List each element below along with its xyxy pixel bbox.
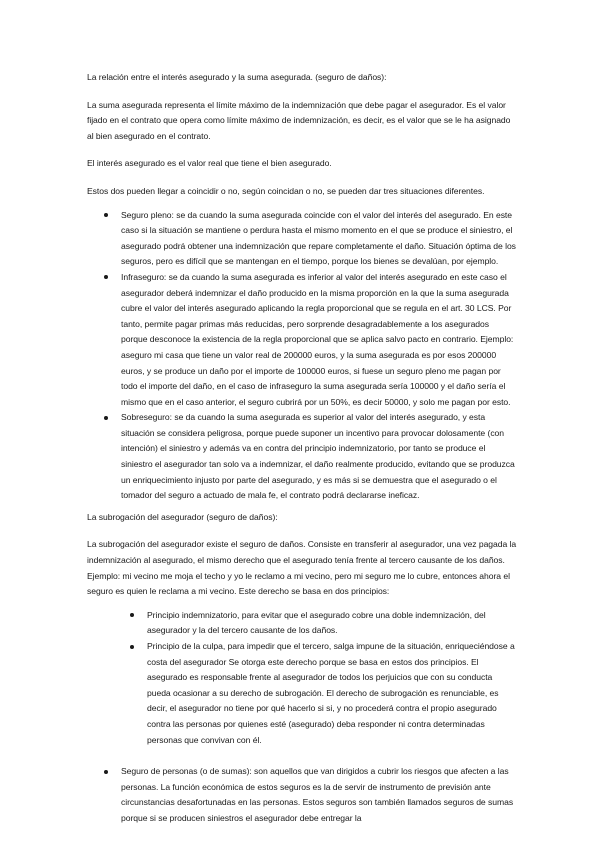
list-item-text: Seguro de personas (o de sumas): son aquellos que van dirigidos a cubrir los riesgos que afecten a las personas. La función económica de estos seguros es la de servir de instrumento de previsión ante circunstancias desafortunadas en las personas. Estos seguros son también llamados seguros de sumas porque si se producen siniestros el asegurador debe entregar la [121,766,514,823]
list-item-seguro-pleno [87,208,517,270]
spacer [87,754,517,764]
list-item-principio-indemnizatorio [113,608,517,639]
paragraph-suma-asegurada: La suma asegurada representa el límite máximo de la indemnización que debe pagar el asegurador. Es el valor fijado en el contrato que opera como límite máximo de indemnización, es decir, es el valor que se le ha asignado al bien asegurado en el contrato. [87,99,511,141]
bullet-icon [104,416,108,420]
list-item-infraseguro [87,270,517,410]
section-title-damages: La relación entre el interés asegurado y la suma asegurada. (seguro de daños): [87,72,387,82]
bullet-icon [104,770,108,774]
list-item-text: Sobreseguro: se da cuando la suma asegurada es superior al valor del interés asegurado, y esta situación se considera peligrosa, porque puede suponer un incentivo para provocar dolosamente (con intención) el siniestro y además va en contra del principio indemnizatorio, por tanto se produce el siniestro el asegurador tan solo va a indemnizar, el daño realmente producido, evitando que se produzca un enriquecimiento injusto por parte del asegurado, y es más si se demuestra que el asegurado o el tomador del seguro a actuado de mala fe, el contrato podrá declararse ineficaz. [121,412,515,501]
list-item-text: Seguro pleno: se da cuando la suma asegurada coincide con el valor del interés del asegurado. En este caso si la situación se mantiene o perdura hasta el mismo momento en el que se produce el siniestro, el asegurado podrá obtener una indemnización que repare completamente el daño. Situación óptima de los seguros, pero es difícil que se mantengan en el tiempo, porque los bienes se devalúan, por ejemplo. [121,209,516,267]
bullet-icon [104,275,108,279]
paragraph-situaciones: Estos dos pueden llegar a coincidir o no, según coincidan o no, se pueden dar tres situaciones diferentes. [87,185,485,196]
document-body [87,70,517,833]
paragraph-interes-asegurado: El interés asegurado es el valor real que tiene el bien asegurado. [87,158,332,169]
list-item-sobreseguro [87,410,517,504]
situaciones-list [87,208,517,504]
list-item-principio-culpa [113,639,517,748]
list-item-text: Infraseguro: se da cuando la suma asegurada es inferior al valor del interés asegurado en este caso el asegurador deberá indemnizar el daño producido en la misma proporción en la que la suma asegurada cubre el valor del interés asegurado aplicando la regla proporcional que se regula en el art. 30 LCS. Por tanto, permite pagar primas más reducidas, pero sorprende desagradablemente a los asegurados porque desconoce la existencia de la regla proporcional que se aplica salvo pacto en contrario. Ejemplo: aseguro mi casa que tiene un valor real de 200000 euros, y la suma asegurada es por esos 200000 euros, y se produce un daño por el importe de 100000 euros, si fuese un seguro pleno me pagan por todo el importe del daño, en el caso de infraseguro la suma asegurada sería 100000 y el daño sería el mismo que en el caso anterior, el seguro cubrirá por un 50%, es decir 50000, y solo me pagan por esto. [121,271,514,407]
bullet-icon [130,613,134,617]
list-item-text: Principio de la culpa, para impedir que el tercero, salga impune de la situación, enriqueciéndose a costa del asegurador Se otorga este derecho porque se basa en estos dos principios. El asegurado es responsable frente al asegurador de todos los perjuicios que con su conducta pueda ocasionar a su derecho de subrogación. El derecho de subrogación es renunciable, es decir, el asegurador no tiene por qué hacerlo si si, y no procederá contra el propio asegurado contra las personas por quienes esté (asegurado) deba responder ni contra determinadas personas que convivan con él. [147,641,515,745]
principios-list [87,608,517,748]
bullet-icon [130,645,134,649]
list-item-seguro-personas [87,764,517,826]
list-item-text: Principio indemnizatorio, para evitar que el asegurado cobre una doble indemnización, del asegurador y la del tercero causante de los daños. [147,609,486,636]
paragraph-subrogacion: La subrogación del asegurador existe el seguro de daños. Consiste en transferir al asegurador, una vez pagada la indemnización al asegurado, el mismo derecho que el asegurado tenía frente al tercero causante de los daños. Ejemplo: mi vecino me moja el techo y yo le reclamo a mi vecino, pero mi seguro me lo cubre, entonces ahora el seguro es quien le reclama a mi vecino. Este derecho se basa en dos principios: [87,539,517,597]
seguro-personas-list [87,764,517,826]
section-title-subrogacion: La subrogación del asegurador (seguro de daños): [87,511,278,522]
bullet-icon [104,213,108,217]
